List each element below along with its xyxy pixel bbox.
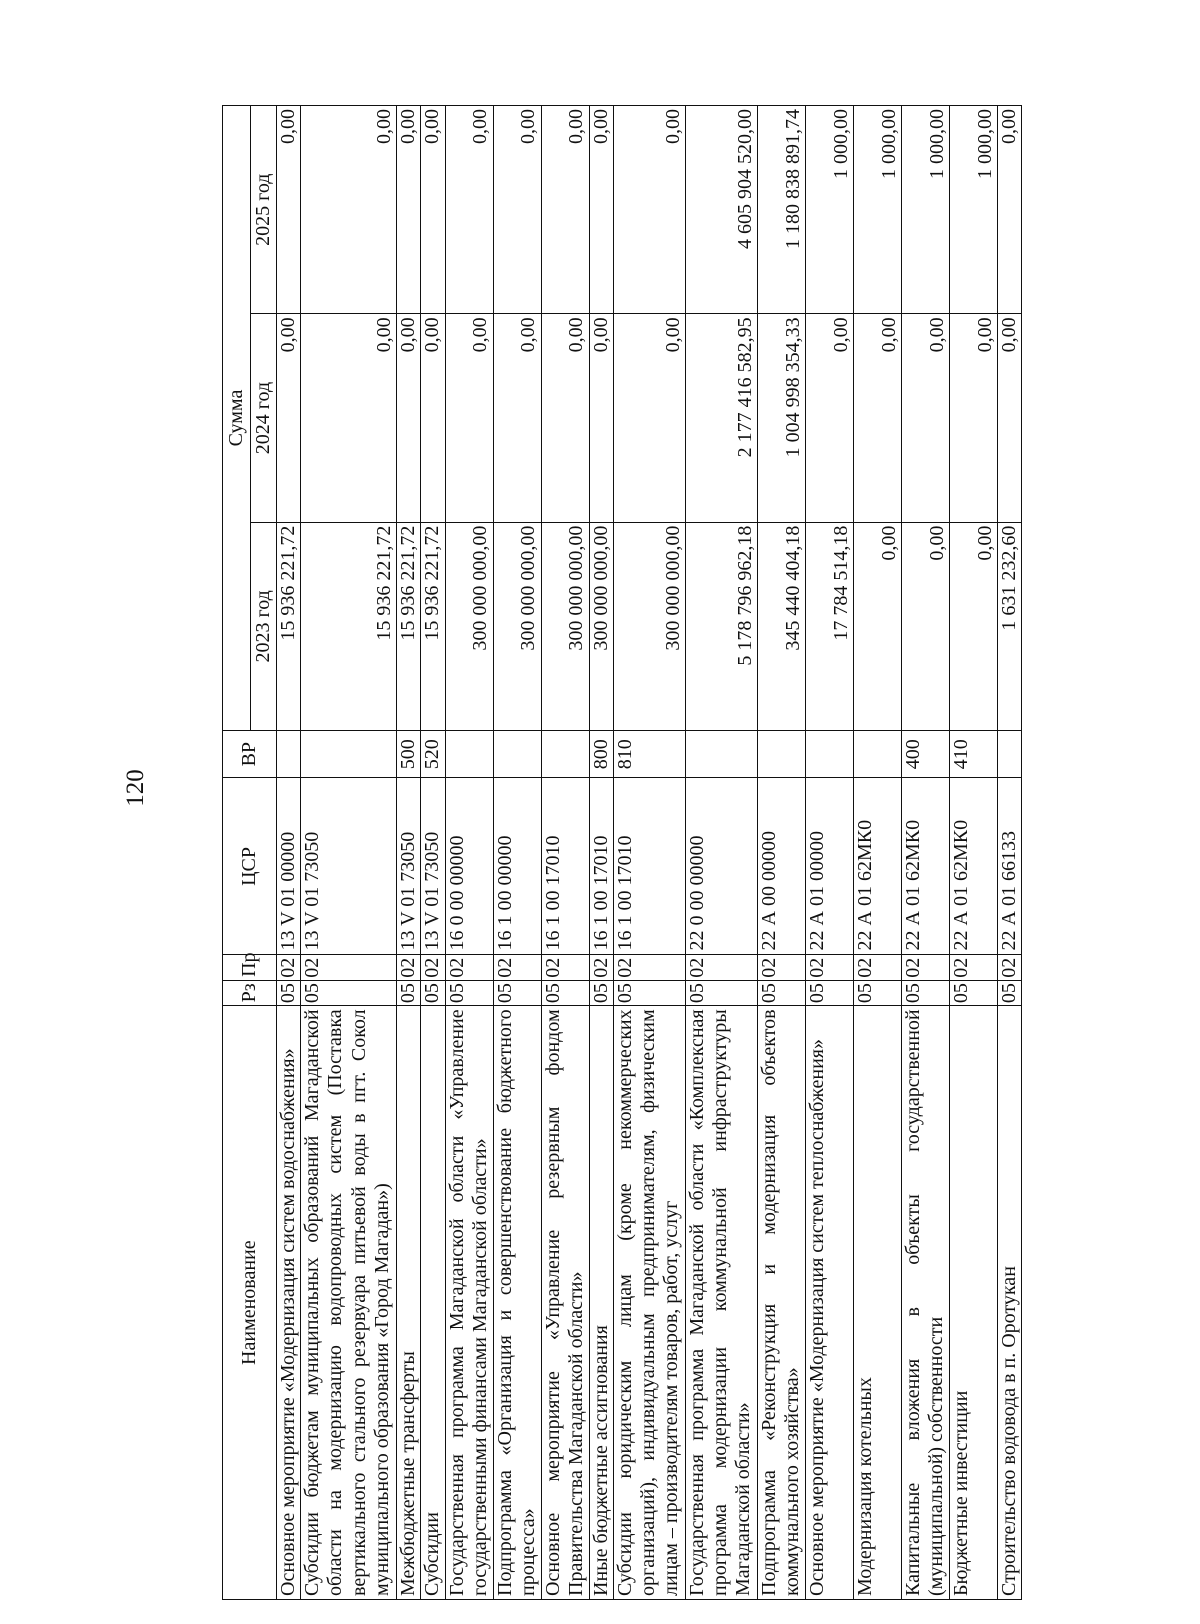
cell-rz: 05 [685,980,757,1005]
cell-vr: 520 [421,730,445,777]
cell-y2023: 5 178 796 962,18 [685,522,757,730]
cell-csr: 22 А 01 62МК0 [853,778,901,955]
cell-vr: 500 [397,730,421,777]
cell-y2025: 1 000,00 [901,106,949,314]
cell-rz: 05 [901,980,949,1005]
table-body [277,106,1022,1600]
cell-csr: 22 А 01 66133 [997,778,1021,955]
cell-vr [805,730,853,777]
cell-y2025: 1 000,00 [949,106,997,314]
cell-name: Основное мероприятие «Модернизация систем водоснабжения» [277,1006,301,1600]
cell-rz: 05 [541,980,589,1005]
cell-vr [301,730,397,777]
cell-rz: 05 [397,980,421,1005]
cell-y2023: 300 000 000,00 [493,522,541,730]
header-csr: ЦСР [223,778,277,955]
cell-y2023: 300 000 000,00 [541,522,589,730]
cell-csr: 16 0 00 00000 [445,778,493,955]
table-row [421,106,445,1600]
cell-csr: 13 V 01 73050 [397,778,421,955]
cell-csr: 13 V 01 73050 [301,778,397,955]
cell-name: Бюджетные инвестиции [949,1006,997,1600]
cell-y2023: 0,00 [949,522,997,730]
cell-y2025: 0,00 [421,106,445,314]
cell-rz: 05 [853,980,901,1005]
cell-pr: 02 [949,955,997,980]
cell-y2023: 345 440 404,18 [757,522,805,730]
table-row [445,106,493,1600]
cell-y2023: 17 784 514,18 [805,522,853,730]
cell-y2024: 1 004 998 354,33 [757,314,805,522]
header-2025: 2025 год [251,106,277,314]
header-pr: Пр [223,955,277,980]
cell-csr: 22 А 01 62МК0 [901,778,949,955]
cell-y2024: 0,00 [589,314,613,522]
cell-y2024: 0,00 [445,314,493,522]
cell-name: Строительство водовода в п. Оротукан [997,1006,1021,1600]
cell-y2025: 1 000,00 [853,106,901,314]
cell-csr: 16 1 00 17010 [541,778,589,955]
header-rz: Рз [223,980,277,1005]
cell-pr: 02 [685,955,757,980]
cell-vr [997,730,1021,777]
page-number: 120 [122,769,149,807]
cell-y2023: 15 936 221,72 [421,522,445,730]
cell-vr [493,730,541,777]
header-sum: Сумма [223,106,251,731]
cell-rz: 05 [997,980,1021,1005]
cell-y2025: 0,00 [589,106,613,314]
table-row [805,106,853,1600]
budget-table [222,105,1022,1600]
table-row [541,106,589,1600]
cell-y2025: 0,00 [277,106,301,314]
table-row [397,106,421,1600]
cell-rz: 05 [493,980,541,1005]
cell-pr: 02 [397,955,421,980]
table-row [493,106,541,1600]
cell-y2025: 0,00 [493,106,541,314]
cell-pr: 02 [493,955,541,980]
cell-name: Модернизация котельных [853,1006,901,1600]
cell-pr: 02 [589,955,613,980]
cell-y2025: 1 180 838 891,74 [757,106,805,314]
cell-vr: 410 [949,730,997,777]
cell-vr [757,730,805,777]
header-2024: 2024 год [251,314,277,522]
cell-name: Основное мероприятие «Управление резервным фондом Правительства Магаданской области» [541,1006,589,1600]
table-row [901,106,949,1600]
cell-y2024: 0,00 [853,314,901,522]
cell-y2024: 0,00 [901,314,949,522]
cell-name: Основное мероприятие «Модернизация систем теплоснабжения» [805,1006,853,1600]
cell-y2023: 300 000 000,00 [613,522,685,730]
cell-y2025: 0,00 [541,106,589,314]
table-row [853,106,901,1600]
cell-csr: 13 V 01 00000 [277,778,301,955]
cell-csr: 22 А 01 62МК0 [949,778,997,955]
cell-vr [445,730,493,777]
cell-name: Межбюджетные трансферты [397,1006,421,1600]
cell-pr: 02 [445,955,493,980]
cell-pr: 02 [541,955,589,980]
cell-vr [277,730,301,777]
cell-name: Капитальные вложения в объекты государственной (муниципальной) собственности [901,1006,949,1600]
cell-y2024: 0,00 [493,314,541,522]
cell-y2023: 0,00 [901,522,949,730]
cell-y2025: 0,00 [397,106,421,314]
table-row [277,106,301,1600]
cell-y2024: 0,00 [277,314,301,522]
header-vr: ВР [223,730,277,777]
cell-pr: 02 [997,955,1021,980]
table-row [301,106,397,1600]
cell-vr: 810 [613,730,685,777]
cell-y2024: 0,00 [805,314,853,522]
cell-y2023: 15 936 221,72 [397,522,421,730]
cell-rz: 05 [613,980,685,1005]
cell-csr: 16 1 00 00000 [493,778,541,955]
cell-y2024: 0,00 [541,314,589,522]
cell-y2025: 4 605 904 520,00 [685,106,757,314]
cell-y2023: 15 936 221,72 [277,522,301,730]
cell-rz: 05 [757,980,805,1005]
cell-rz: 05 [301,980,397,1005]
cell-y2024: 2 177 416 582,95 [685,314,757,522]
cell-pr: 02 [853,955,901,980]
table-row [949,106,997,1600]
cell-name: Государственная программа Магаданской области «Управление государственными финансами Магаданской области» [445,1006,493,1600]
cell-name: Иные бюджетные ассигнования [589,1006,613,1600]
cell-y2024: 0,00 [997,314,1021,522]
table-row [757,106,805,1600]
cell-y2025: 0,00 [445,106,493,314]
cell-y2023: 300 000 000,00 [589,522,613,730]
cell-pr: 02 [901,955,949,980]
table-row [613,106,685,1600]
cell-csr: 16 1 00 17010 [613,778,685,955]
table-row [997,106,1021,1600]
cell-y2025: 0,00 [301,106,397,314]
cell-y2025: 0,00 [613,106,685,314]
cell-pr: 02 [805,955,853,980]
cell-pr: 02 [421,955,445,980]
budget-table-rotated [222,105,1112,1600]
cell-rz: 05 [277,980,301,1005]
cell-pr: 02 [277,955,301,980]
cell-name: Государственная программа Магаданской области «Комплексная программа модернизации коммунальной инфраструктуры Магаданской области» [685,1006,757,1600]
cell-y2024: 0,00 [421,314,445,522]
cell-y2024: 0,00 [301,314,397,522]
cell-y2024: 0,00 [397,314,421,522]
cell-y2023: 0,00 [853,522,901,730]
header-name: Наименование [223,1006,277,1600]
cell-csr: 22 А 01 00000 [805,778,853,955]
cell-csr: 22 0 00 00000 [685,778,757,955]
cell-rz: 05 [805,980,853,1005]
cell-vr [685,730,757,777]
cell-rz: 05 [445,980,493,1005]
cell-y2024: 0,00 [613,314,685,522]
cell-vr [541,730,589,777]
cell-csr: 22 А 00 00000 [757,778,805,955]
table-row [589,106,613,1600]
cell-name: Субсидии [421,1006,445,1600]
cell-vr: 400 [901,730,949,777]
cell-rz: 05 [421,980,445,1005]
cell-pr: 02 [613,955,685,980]
cell-pr: 02 [757,955,805,980]
cell-name: Подпрограмма «Организация и совершенствование бюджетного процесса» [493,1006,541,1600]
cell-rz: 05 [589,980,613,1005]
cell-y2025: 1 000,00 [805,106,853,314]
cell-vr: 800 [589,730,613,777]
cell-csr: 16 1 00 17010 [589,778,613,955]
cell-pr: 02 [301,955,397,980]
cell-vr [853,730,901,777]
cell-name: Подпрограмма «Реконструкция и модернизация объектов коммунального хозяйства» [757,1006,805,1600]
cell-y2023: 300 000 000,00 [445,522,493,730]
cell-name: Субсидии бюджетам муниципальных образований Магаданской области на модернизацию водопроводных систем (Поставка вертикального стального резервуара питьевой воды в пгт. Сокол муниципального образования «Город Магадан») [301,1006,397,1600]
cell-y2024: 0,00 [949,314,997,522]
cell-y2023: 15 936 221,72 [301,522,397,730]
table-row [685,106,757,1600]
header-2023: 2023 год [251,522,277,730]
cell-y2025: 0,00 [997,106,1021,314]
cell-name: Субсидии юридическим лицам (кроме некоммерческих организаций), индивидуальным предпринимателям, физическим лицам – производителям товаров, работ, услуг [613,1006,685,1600]
cell-rz: 05 [949,980,997,1005]
cell-y2023: 1 631 232,60 [997,522,1021,730]
cell-csr: 13 V 01 73050 [421,778,445,955]
